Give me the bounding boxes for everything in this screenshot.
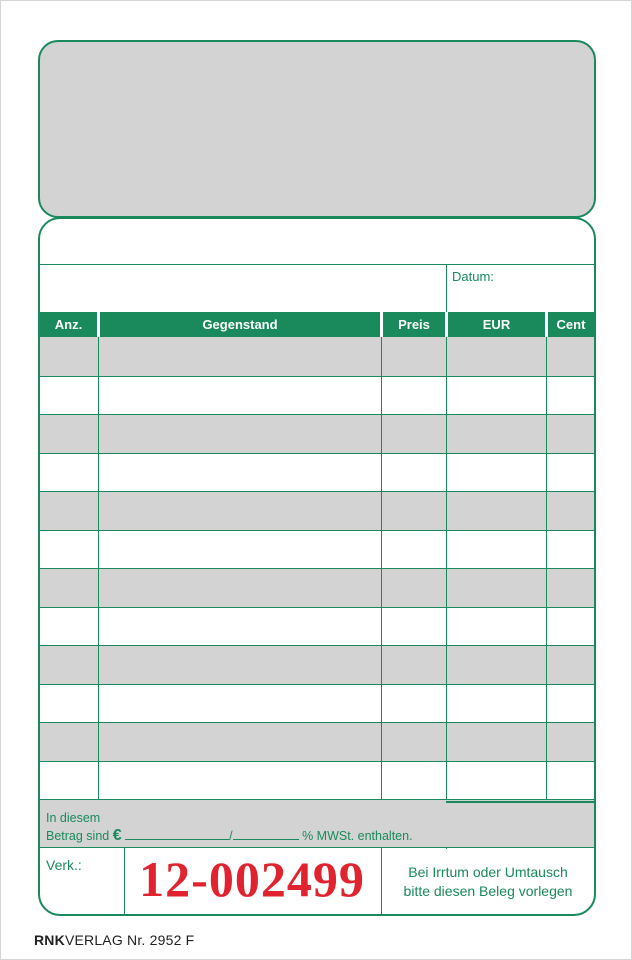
row-line: [40, 645, 594, 646]
row-line: [40, 684, 594, 685]
tax-text-suffix: % MWSt. enthalten.: [302, 829, 413, 843]
row-line: [40, 722, 594, 723]
euro-icon: €: [112, 827, 122, 844]
column-header-cent: Cent: [548, 312, 594, 337]
receipt-number: 12-002499: [139, 851, 365, 907]
table-row[interactable]: [40, 761, 594, 800]
receipt-form: [38, 217, 596, 916]
row-line: [40, 491, 594, 492]
note-line-2: bitte diesen Beleg vorlegen: [403, 883, 573, 899]
date-field[interactable]: [448, 287, 594, 311]
exchange-note: [382, 863, 594, 901]
row-line: [40, 530, 594, 531]
table-row[interactable]: [40, 607, 594, 646]
tax-text-line2: [46, 827, 413, 845]
tax-text-line1: In diesem: [46, 811, 101, 825]
column-line: [446, 337, 447, 849]
table-row[interactable]: [40, 684, 594, 723]
column-header-eur: EUR: [448, 312, 545, 337]
tax-section: [40, 799, 446, 847]
row-line: [40, 761, 594, 762]
tax-rate-input-line[interactable]: [233, 829, 299, 840]
table-row[interactable]: [40, 376, 594, 415]
column-header-anz: Anz.: [40, 312, 97, 337]
row-line: [40, 414, 594, 415]
brand-name: RNK: [34, 932, 65, 948]
table-row[interactable]: [40, 568, 594, 607]
row-line: [40, 607, 594, 608]
tax-top-line: [40, 799, 594, 800]
table-row[interactable]: [40, 722, 594, 761]
table-row[interactable]: [40, 453, 594, 492]
row-line: [40, 568, 594, 569]
table-row[interactable]: [40, 337, 594, 376]
customer-field[interactable]: [40, 265, 445, 311]
column-line: [381, 337, 382, 799]
date-label: Datum:: [452, 269, 494, 284]
brand-number: VERLAG Nr. 2952 F: [64, 932, 195, 948]
table-row[interactable]: [40, 491, 594, 530]
table-row[interactable]: [40, 530, 594, 569]
row-line: [40, 453, 594, 454]
column-line: [98, 337, 99, 799]
column-header-preis: Preis: [383, 312, 445, 337]
total-box[interactable]: [446, 799, 594, 847]
total-top-line: [446, 801, 594, 803]
amount-input-line[interactable]: [125, 829, 229, 840]
tax-text-prefix: Betrag sind: [46, 829, 110, 843]
publisher-footer: [34, 932, 194, 948]
column-header-gegenstand: Gegenstand: [100, 312, 380, 337]
column-line: [546, 337, 547, 847]
verk-label: Verk.:: [46, 857, 82, 873]
note-line-1: Bei Irrtum oder Umtausch: [408, 864, 568, 880]
date-divider: [446, 264, 447, 312]
table-row[interactable]: [40, 414, 594, 453]
table-row[interactable]: [40, 645, 594, 684]
header-field[interactable]: [38, 40, 596, 218]
row-line: [40, 376, 594, 377]
tax-slash: /: [229, 829, 233, 843]
